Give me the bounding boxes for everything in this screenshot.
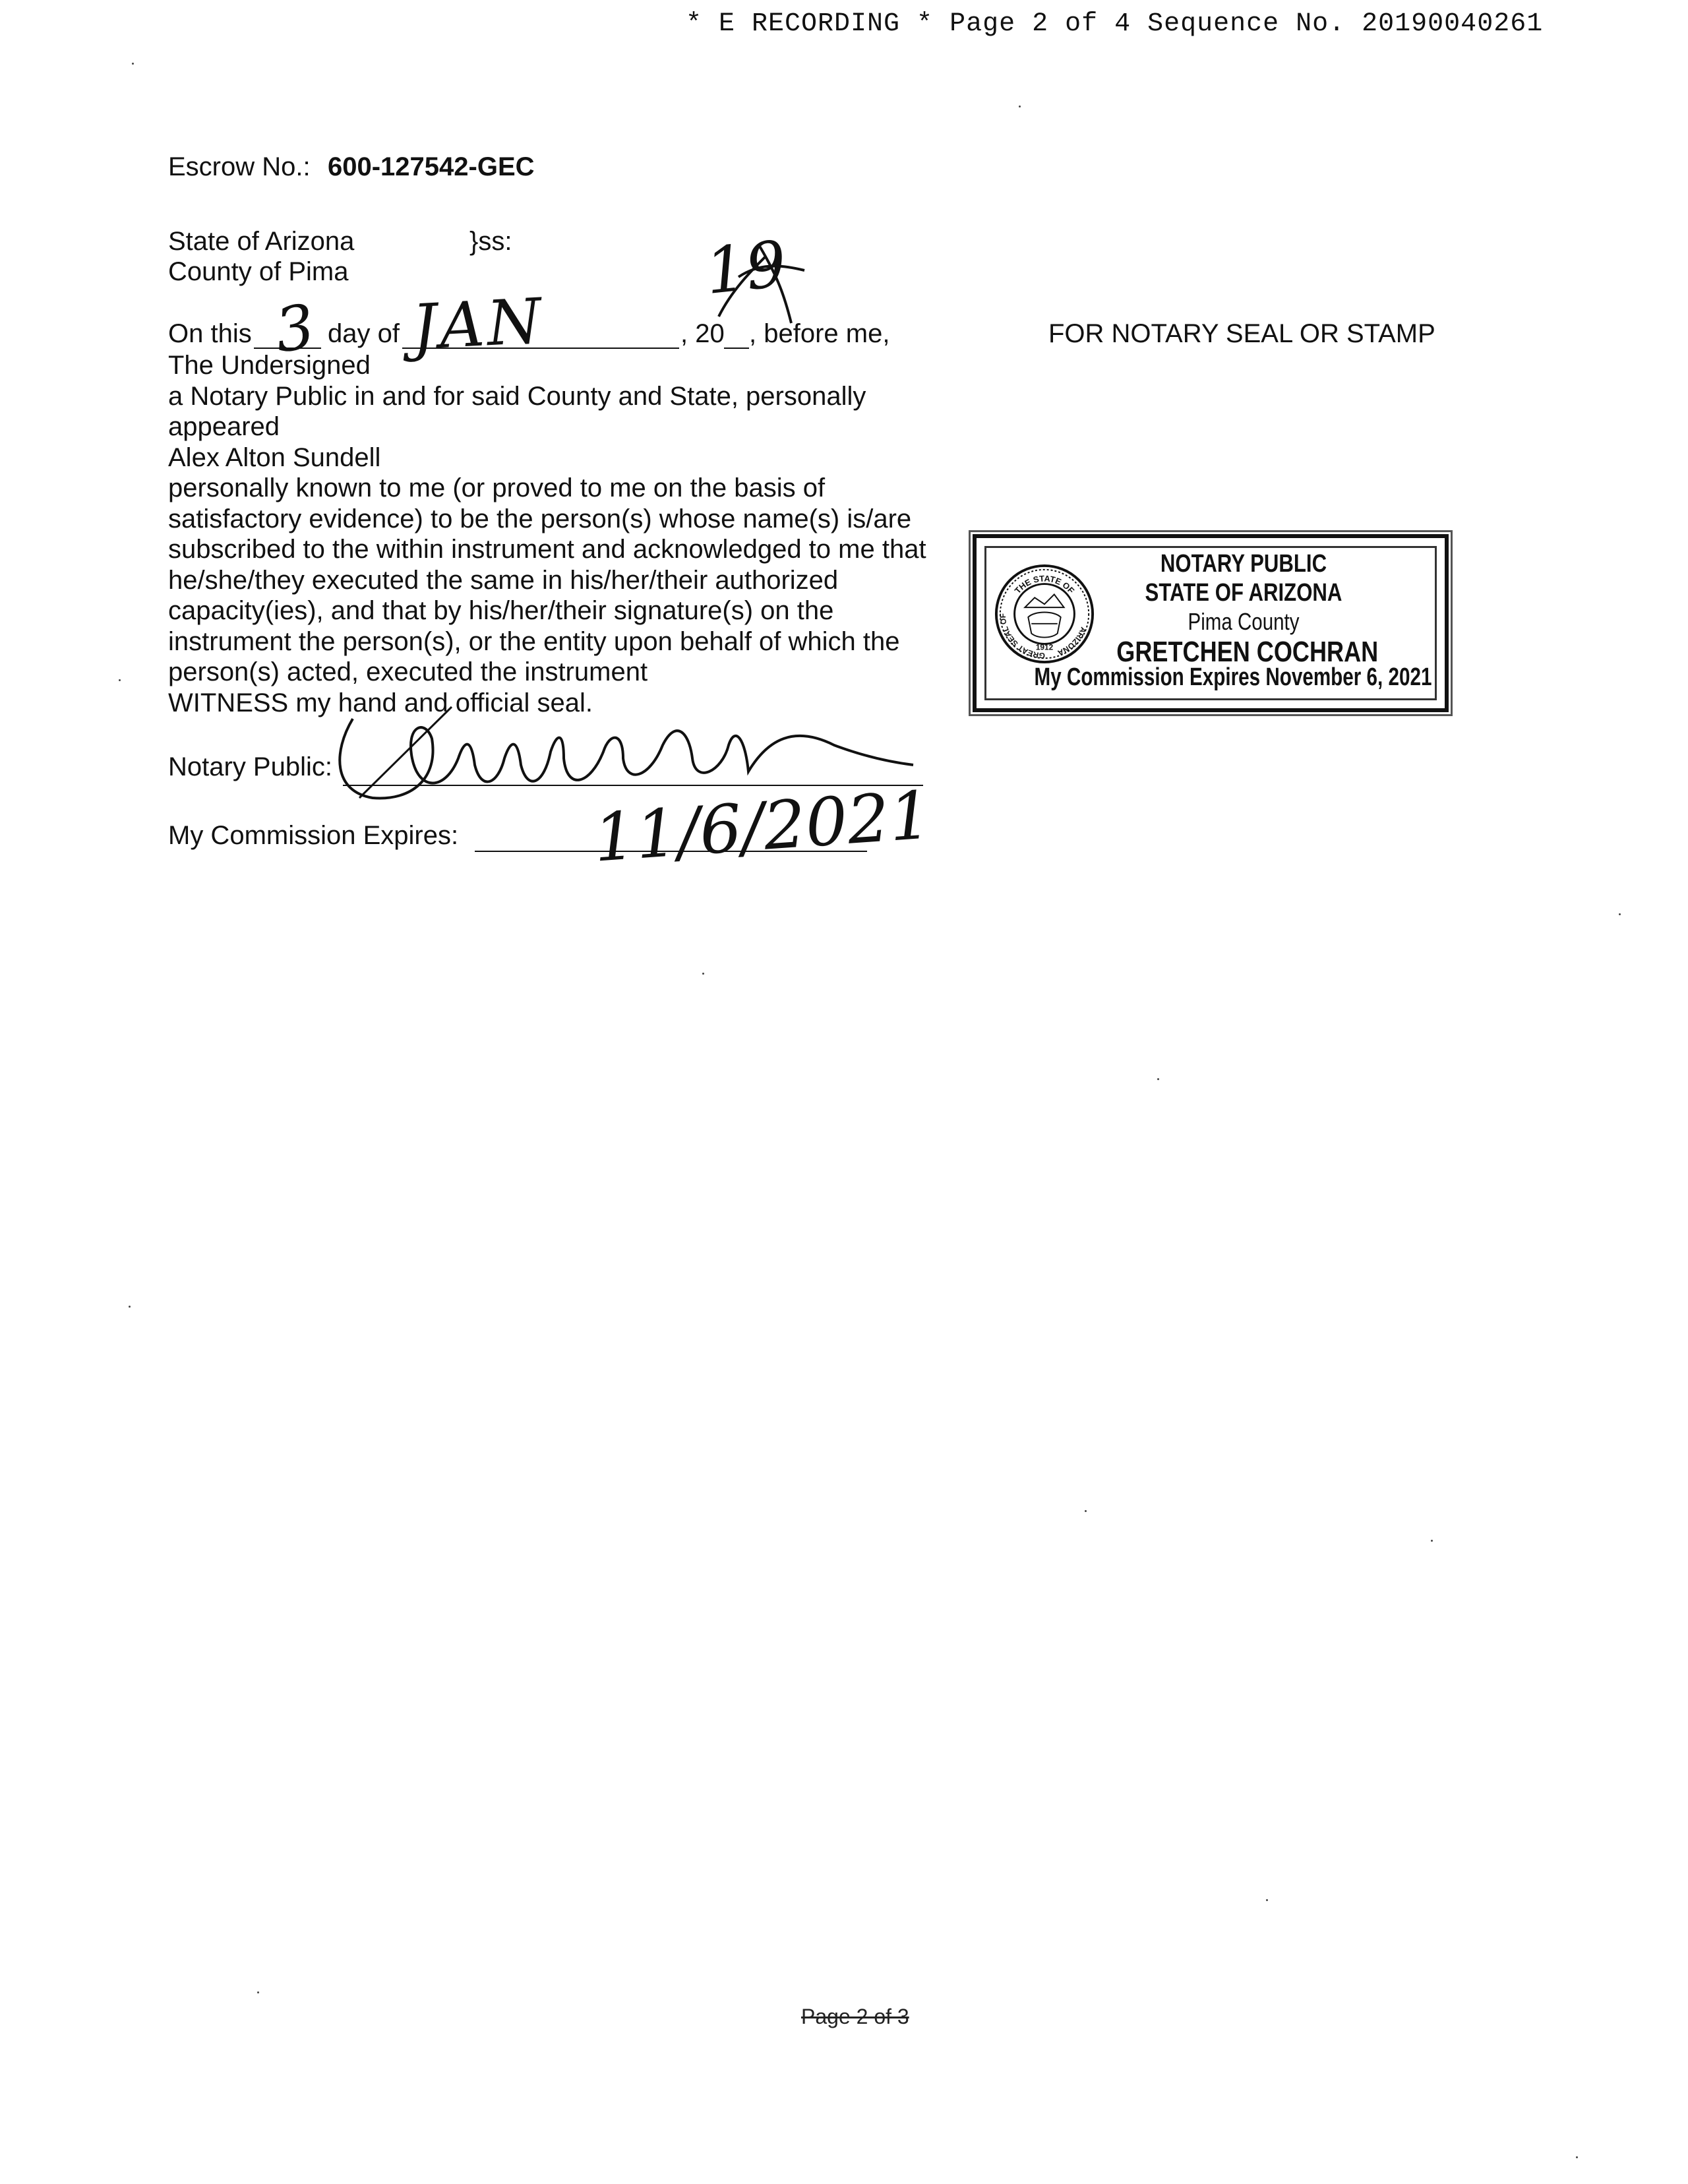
- notary-signature-label: Notary Public:: [168, 752, 332, 781]
- scan-speck: [132, 63, 134, 65]
- witness-line: WITNESS my hand and official seal.: [168, 688, 593, 717]
- seal-notary-name: GRETCHEN COCHRAN: [1116, 636, 1379, 668]
- notary-seal-area-label: FOR NOTARY SEAL OR STAMP: [1048, 319, 1435, 348]
- scan-speck: [257, 1991, 259, 1993]
- body-line-6: instrument the person(s), or the entity upon behalf of which the: [168, 627, 900, 656]
- year-correction-scribble: [712, 218, 844, 330]
- seal-commission-expires: My Commission Expires November 6, 2021: [1034, 663, 1432, 691]
- body-line-7: person(s) acted, executed the instrument: [168, 657, 648, 686]
- appeared-line: appeared: [168, 412, 280, 441]
- body-line-5: capacity(ies), and that by his/her/their signature(s) on the: [168, 596, 834, 625]
- page-footer: Page 2 of 3: [801, 2005, 909, 2028]
- scan-speck: [1019, 106, 1021, 107]
- year-prefix: , 20: [680, 319, 725, 348]
- handwritten-day: 3: [270, 291, 319, 367]
- before-me-label: , before me,: [749, 319, 890, 348]
- recording-header: * E RECORDING * Page 2 of 4 Sequence No. 20190040261: [686, 9, 1544, 39]
- handwritten-year: 19: [702, 226, 790, 309]
- scan-speck: [1619, 913, 1621, 915]
- seal-state: STATE OF ARIZONA: [1145, 579, 1342, 607]
- body-line-2: satisfactory evidence) to be the person(s) whose name(s) is/are: [168, 504, 912, 533]
- scan-speck: [1431, 1540, 1433, 1542]
- day-of-label: day of: [328, 319, 400, 348]
- venue-state: State of Arizona: [168, 227, 355, 256]
- year-blank: [724, 348, 749, 349]
- notary-public-line: a Notary Public in and for said County and State, personally: [168, 382, 866, 411]
- scan-speck: [1576, 2156, 1578, 2158]
- on-this-label: On this: [168, 319, 252, 348]
- seal-emblem-right-text: ARIZONA: [1056, 626, 1089, 658]
- seal-title: NOTARY PUBLIC: [1160, 550, 1327, 578]
- seal-emblem-top-text: THE STATE OF: [1012, 573, 1077, 596]
- escrow-number: 600-127542-GEC: [328, 152, 535, 181]
- scan-speck: [129, 1306, 131, 1308]
- notary-seal-stamp: [973, 534, 1449, 712]
- commission-expires-label: My Commission Expires:: [168, 821, 459, 850]
- venue-county: County of Pima: [168, 257, 349, 286]
- seal-county: Pima County: [1188, 608, 1300, 635]
- venue-ss: }ss:: [469, 227, 512, 256]
- person-name: Alex Alton Sundell: [168, 443, 381, 472]
- scan-speck: [1266, 1899, 1268, 1901]
- arizona-seal-icon: [992, 562, 1097, 666]
- undersigned-line: The Undersigned: [168, 351, 371, 380]
- body-line-3: subscribed to the within instrument and acknowledged to me that: [168, 535, 926, 564]
- body-line-1: personally known to me (or proved to me on the basis of: [168, 473, 826, 502]
- handwritten-month: JAN: [410, 285, 546, 365]
- scan-speck: [1157, 1078, 1159, 1080]
- seal-emblem-left-text: GREAT SEAL OF: [998, 613, 1046, 661]
- scan-speck: [702, 973, 704, 975]
- body-line-4: he/she/they executed the same in his/her/their authorized: [168, 566, 839, 595]
- scan-speck: [1085, 1510, 1087, 1512]
- handwritten-commission-date: 11/6/2021: [591, 776, 934, 877]
- escrow-label: Escrow No.:: [168, 152, 311, 181]
- seal-year-text: 1912: [1035, 642, 1054, 652]
- scan-speck: [119, 679, 121, 681]
